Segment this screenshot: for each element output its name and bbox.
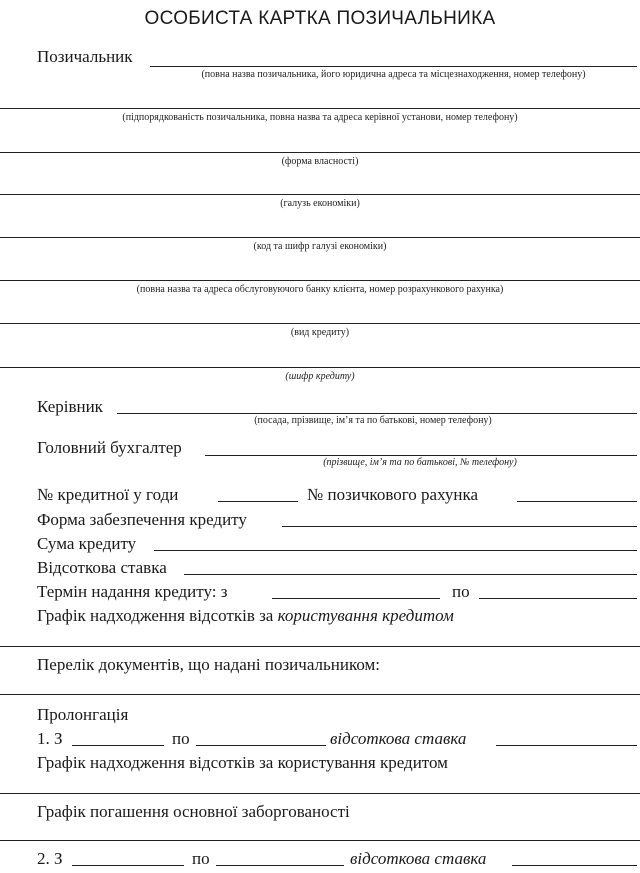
credit-code-caption: (шифр кредиту): [285, 371, 355, 382]
borrower-line: [150, 66, 637, 67]
prolongation-row2-number: 2. З: [37, 849, 63, 868]
principal-schedule-line: [0, 840, 640, 841]
prolongation-row2-to-line: [216, 865, 344, 866]
borrower-caption: (повна назва позичальника, його юридична адреса та місцезнаходження, номер телефону): [201, 69, 586, 80]
term-to-line: [479, 598, 637, 599]
documents-line: [0, 694, 640, 695]
amount-line: [154, 550, 637, 551]
prolongation-row2-rate-line: [512, 865, 637, 866]
manager-line: [117, 413, 637, 414]
credit-type-line: [0, 323, 640, 324]
schedule-label: [37, 606, 454, 626]
prolongation-row2-from-line: [72, 865, 184, 866]
amount-label: Сума кредиту: [37, 534, 137, 553]
accountant-line: [205, 455, 637, 456]
prolongation-schedule-label: Графік надходження відсотків за користування кредитом: [37, 753, 448, 772]
prolongation-row1-from-line: [72, 745, 164, 746]
prolongation-row1-rate-label: відсоткова ставка: [330, 729, 467, 748]
manager-caption: (посада, прізвище, ім’я та по батькові, номер телефону): [254, 415, 492, 426]
prolongation-row2-to-label: по: [192, 849, 210, 868]
prolongation-row1-rate-line: [496, 745, 637, 746]
bank-caption: (повна назва та адреса обслуговуючого банку клієнта, номер розрахункового рахунка): [136, 284, 504, 295]
principal-schedule-label: Графік погашення основної заборгованості: [37, 802, 350, 821]
ownership-caption: (форма власності): [281, 156, 359, 167]
schedule-label-start: Графік надходження відсотків за: [37, 606, 278, 625]
schedule-line: [0, 646, 640, 647]
term-to-label: по: [452, 582, 470, 601]
subordination-caption: (підпорядкованість позичальника, повна назва та адреса керівної установи, номер телефону): [122, 112, 518, 123]
credit-type-caption: (вид кредиту): [290, 327, 350, 338]
industry-code-line: [0, 237, 640, 238]
loan-account-label: № позичкового рахунка: [307, 485, 479, 504]
manager-label: Керівник: [37, 397, 103, 416]
documents-label: Перелік документів, що надані позичальником:: [37, 655, 380, 674]
credit-agreement-line: [218, 501, 298, 502]
accountant-label: Головний бухгалтер: [37, 438, 182, 457]
page-title: ОСОБИСТА КАРТКА ПОЗИЧАЛЬНИКА: [144, 8, 496, 29]
prolongation-row1-number: 1. З: [37, 729, 63, 748]
credit-agreement-label: № кредитної у годи: [37, 485, 179, 504]
term-label: Термін надання кредиту: з: [37, 582, 228, 601]
prolongation-row2-rate-label: відсоткова ставка: [350, 849, 487, 868]
industry-line: [0, 194, 640, 195]
collateral-label: Форма забезпечення кредиту: [37, 510, 247, 529]
rate-label: Відсоткова ставка: [37, 558, 167, 577]
term-from-line: [272, 598, 440, 599]
industry-code-caption: (код та шифр галузі економіки): [253, 241, 387, 252]
prolongation-row1-to-line: [196, 745, 326, 746]
bank-line: [0, 280, 640, 281]
accountant-caption: (прізвище, ім’я та по батькові, № телефону): [323, 457, 517, 468]
subordination-line: [0, 108, 640, 109]
industry-caption: (галузь економіки): [280, 198, 360, 209]
credit-code-line: [0, 367, 640, 368]
prolongation-row1-to-label: по: [172, 729, 190, 748]
ownership-line: [0, 152, 640, 153]
prolongation-label: Пролонгація: [37, 705, 129, 724]
prolongation-schedule-line: [0, 793, 640, 794]
rate-line: [184, 574, 637, 575]
loan-account-line: [517, 501, 637, 502]
collateral-line: [282, 526, 637, 527]
schedule-label-italic: користування кредитом: [277, 606, 454, 625]
borrower-label: Позичальник: [37, 47, 133, 66]
